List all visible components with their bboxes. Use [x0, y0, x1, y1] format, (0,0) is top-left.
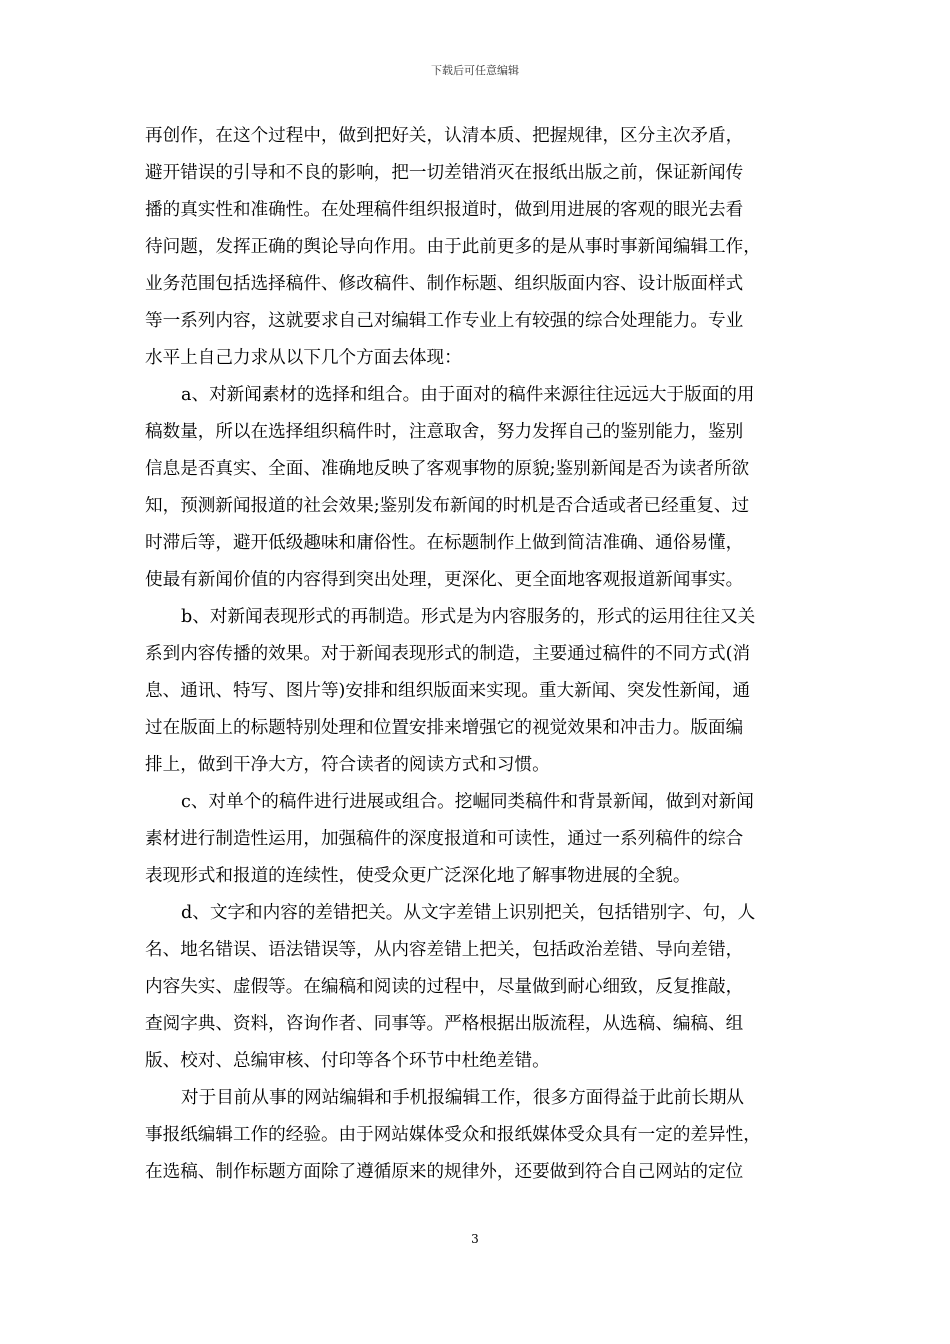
text-line: 查阅字典、资料，咨询作者、同事等。严格根据出版流程，从选稿、编稿、组	[145, 1014, 744, 1034]
text-line: 名、地名错误、语法错误等，从内容差错上把关，包括政治差错、导向差错，	[145, 940, 744, 960]
text-line: 稿数量，所以在选择组织稿件时，注意取舍，努力发挥自己的鉴别能力，鉴别	[145, 422, 744, 442]
paragraph-first-line: b、对新闻表现形式的再制造。形式是为内容服务的，形式的运用往往又关	[181, 607, 756, 627]
paragraph-first-line: 对于目前从事的网站编辑和手机报编辑工作，很多方面得益于此前长期从	[181, 1088, 745, 1108]
text-line: 时滞后等，避开低级趣味和庸俗性。在标题制作上做到简洁准确、通俗易懂，	[145, 533, 744, 553]
text-line: 播的真实性和准确性。在处理稿件组织报道时，做到用进展的客观的眼光去看	[145, 200, 744, 220]
paragraph-first-line: c、对单个的稿件进行进展或组合。挖崛同类稿件和背景新闻，做到对新闻	[181, 792, 754, 812]
text-line: 使最有新闻价值的内容得到突出处理，更深化、更全面地客观报道新闻事实。	[145, 570, 744, 590]
page-number: 3	[471, 1232, 479, 1246]
text-line: 知，预测新闻报道的社会效果;鉴别发布新闻的时机是否合适或者已经重复、过	[145, 496, 750, 516]
text-line: 系到内容传播的效果。对于新闻表现形式的制造，主要通过稿件的不同方式(消	[145, 644, 751, 664]
document-body	[145, 118, 810, 1191]
text-line: 在选稿、制作标题方面除了遵循原来的规律外，还要做到符合自己网站的定位	[145, 1162, 744, 1182]
text-line: 版、校对、总编审核、付印等各个环节中杜绝差错。	[145, 1051, 550, 1071]
page-header: 下载后可任意编辑	[431, 64, 519, 77]
text-line: 表现形式和报道的连续性，使受众更广泛深化地了解事物进展的全貌。	[145, 866, 691, 886]
paragraph-first-line: a、对新闻素材的选择和组合。由于面对的稿件来源往往远远大于版面的用	[181, 385, 755, 405]
text-line: 息、通讯、特写、图片等)安排和组织版面来实现。重大新闻、突发性新闻，通	[145, 681, 751, 701]
text-line: 素材进行制造性运用，加强稿件的深度报道和可读性，通过一系列稿件的综合	[145, 829, 744, 849]
text-line: 内容失实、虚假等。在编稿和阅读的过程中，尽量做到耐心细致，反复推敲，	[145, 977, 744, 997]
text-line: 待问题，发挥正确的舆论导向作用。由于此前更多的是从事时事新闻编辑工作，	[145, 237, 761, 257]
text-line: 过在版面上的标题特别处理和位置安排来增强它的视觉效果和冲击力。版面编	[145, 718, 744, 738]
text-line: 信息是否真实、全面、准确地反映了客观事物的原貌;鉴别新闻是否为读者所欲	[145, 459, 750, 479]
text-line: 排上，做到干净大方，符合读者的阅读方式和习惯。	[145, 755, 550, 775]
text-line: 业务范围包括选择稿件、修改稿件、制作标题、组织版面内容、设计版面样式	[145, 274, 744, 294]
text-line: 避开错误的引导和不良的影响，把一切差错消灭在报纸出版之前，保证新闻传	[145, 163, 744, 183]
text-line: 等一系列内容，这就要求自己对编辑工作专业上有较强的综合处理能力。专业	[145, 311, 744, 331]
text-line: 事报纸编辑工作的经验。由于网站媒体受众和报纸媒体受众具有一定的差异性，	[145, 1125, 761, 1145]
paragraph-first-line: d、文字和内容的差错把关。从文字差错上识别把关，包括错别字、句，人	[181, 903, 756, 923]
text-line: 再创作，在这个过程中，做到把好关，认清本质、把握规律，区分主次矛盾，	[145, 126, 744, 146]
text-line: 水平上自己力求从以下几个方面去体现：	[145, 348, 462, 368]
